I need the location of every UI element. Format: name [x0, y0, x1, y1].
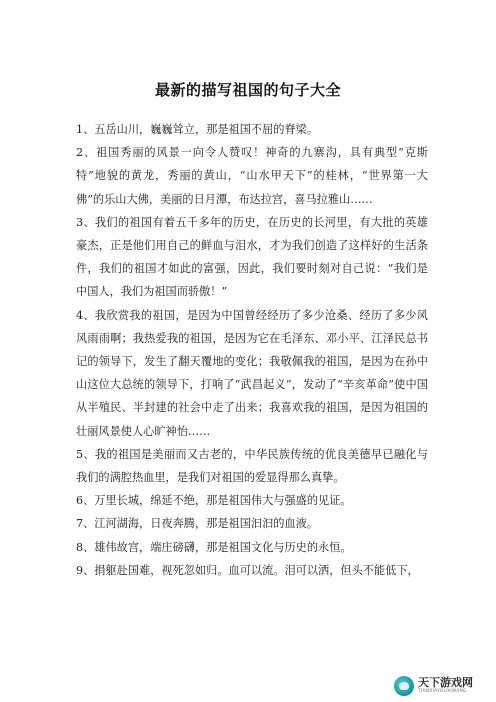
document-body [76, 118, 428, 582]
watermark-text [418, 677, 473, 695]
paragraph-2: 2、祖国秀丽的风景一向令人赞叹！神奇的九寨沟，具有典型“克斯特”地貌的黄龙，秀丽的黄山，“山水甲天下”的桂林，“世界第一大佛”的乐山大佛，美丽的日月潭，布达拉宫，喜马拉雅山…… [76, 146, 428, 206]
site-watermark [394, 675, 490, 697]
paragraph-5: 5、我的祖国是美丽而又古老的，中华民族传统的优良美德早已融化与我们的满腔热血里，是我们对祖国的爱显得那么真挚。 [76, 447, 428, 485]
paragraph-3: 3、我们的祖国有着五千多年的历史，在历史的长河里，有大批的英雄豪杰，正是他们用自己的鲜血与泪水，才为我们创造了这样好的生活条件，我们的祖国才如此的富强，因此，我们要时刻对自己说：“我们是中国人，我们为祖国而骄傲！” [76, 215, 428, 299]
paragraph-4: 4、我欣赏我的祖国，是因为中国曾经经历了多少沧桑、经历了多少风风雨雨啊；我热爱我的祖国，是因为它在毛泽东、邓小平、江泽民总书记的领导下，发生了翻天覆地的变化；我敬佩我的祖国，是因为在孙中山这位大总统的领导下，打响了“武昌起义”，发动了“辛亥革命”使中国从半殖民、半封建的社会中走了出来；我喜欢我的祖国，是因为祖国的壮丽风景使人心旷神怡…… [76, 308, 428, 438]
watermark-logo-icon [394, 676, 414, 696]
paragraph-1: 1、五岳山川，巍巍耸立，那是祖国不屈的脊梁。 [76, 123, 319, 136]
document-title: 最新的描写祖国的句子大全 [154, 81, 341, 99]
paragraph-7: 7、江河湖海，日夜奔腾，那是祖国汩汩的血液。 [76, 517, 319, 531]
watermark-name: 天下游戏网 [418, 676, 473, 690]
watermark-subtitle: TIANXIAYOUXIWANG [418, 689, 467, 695]
paragraph-9: 9、捐躯赴国难，视死忽如归。血可以流。泪可以洒，但头不能低下， [76, 563, 419, 577]
paragraph-6: 6、万里长城，绵延不绝，那是祖国伟大与强盛的见证。 [76, 494, 352, 508]
paragraph-8: 8、雄伟故宫，端庄磅礴，那是祖国文化与历史的永恒。 [76, 540, 352, 554]
